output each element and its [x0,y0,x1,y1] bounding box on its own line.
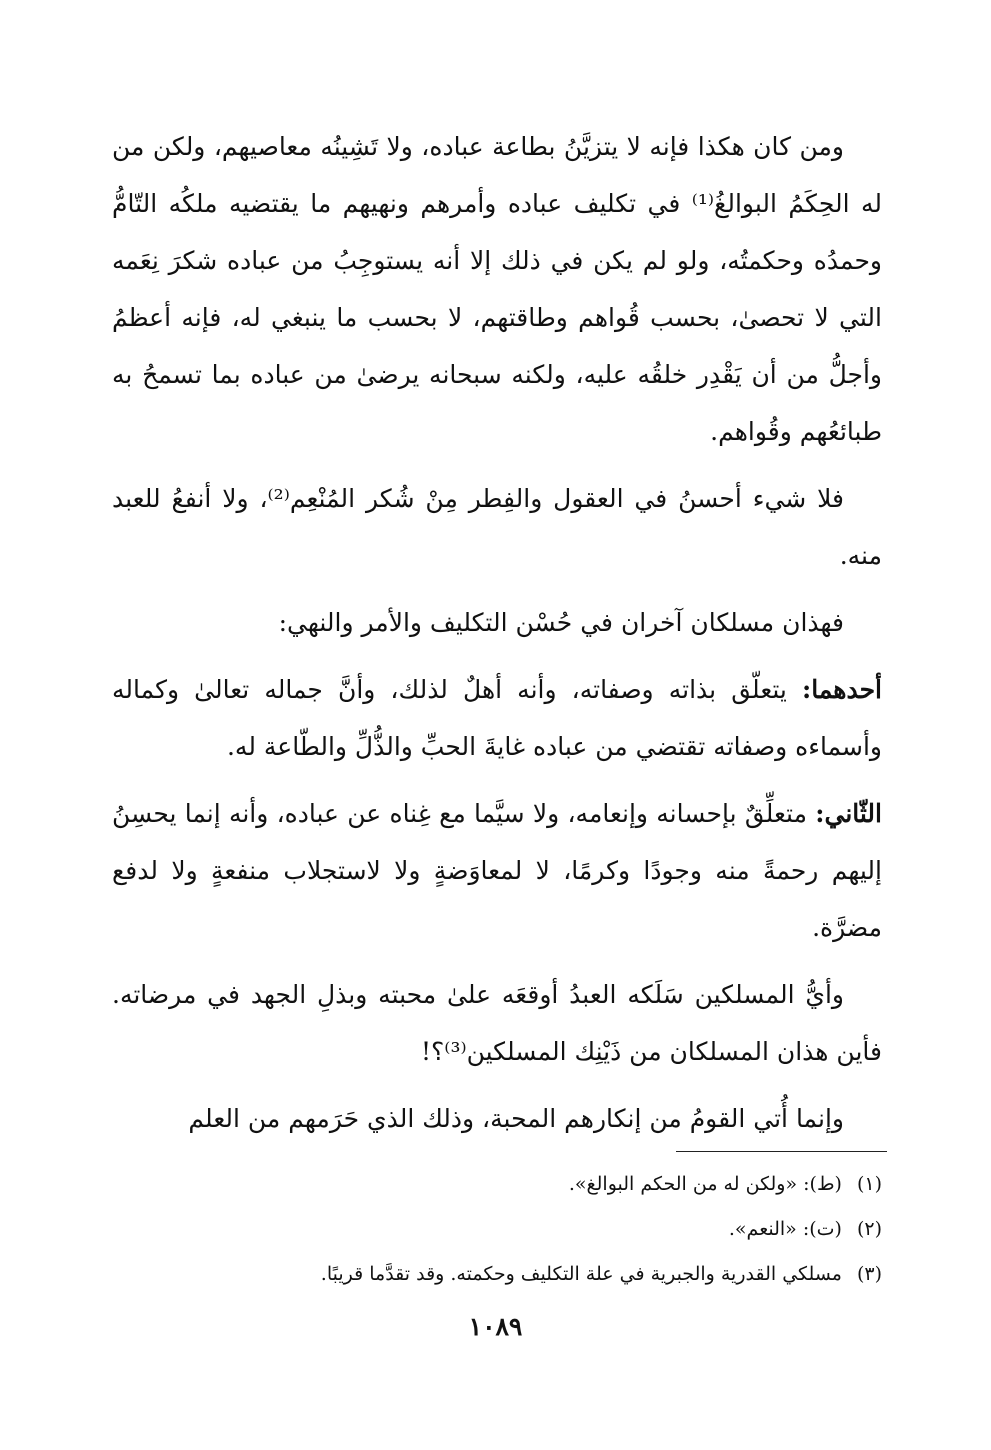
footnote-divider [676,1151,887,1152]
paragraph-7 [112,1090,882,1147]
footnote-2 [112,1207,882,1252]
paragraph-text: يتعلّق بذاته وصفاته، وأنه أهلٌ لذلك، وأنَّ جماله تعالىٰ وكماله وأسماءه وصفاته تقتضي من عباده غايةَ الحبِّ والذُّلِّ والطّاعة له. [112,675,882,761]
footnote-number: (١) [856,1173,882,1195]
footnote-3 [112,1252,882,1297]
footnote-number: (٣) [856,1263,882,1285]
paragraph-text: وأيُّ المسلكين سَلَكه العبدُ أوقعَه علىٰ محبته وبذلِ الجهد في مرضاته. فأين هذان المسلكان من ذَيْنِك المسلكين⁽³⁾؟! [112,980,882,1066]
paragraph-1 [112,118,882,460]
footnotes [112,1162,882,1297]
paragraph-lead: أحدهما: [801,675,882,704]
footnote-text: (ط): «ولكن له من الحكم البوالغ». [568,1173,842,1195]
paragraph-2 [112,470,882,584]
page-number: ١٠٨٩ [468,1312,523,1341]
paragraph-5 [112,785,882,956]
paragraph-text: وإنما أُتي القومُ من إنكارهم المحبة، وذلك الذي حَرَمهم من العلم [188,1104,844,1133]
footnote-text: (ت): «النعم». [728,1218,842,1240]
footnote-text: مسلكي القدرية والجبرية في علة التكليف وحكمته. وقد تقدَّما قريبًا. [320,1263,842,1285]
paragraph-6 [112,966,882,1080]
main-text [112,118,882,1157]
paragraph-text: متعلِّقٌ بإحسانه وإنعامه، ولا سيَّما مع غِناه عن عباده، وأنه إنما يحسِنُ إليهم رحمةً منه وجودًا وكرمًا، لا لمعاوَضةٍ ولا لاستجلاب منفعةٍ ولا لدفع مضرَّة. [112,799,882,942]
paragraph-text: فلا شيء أحسنُ في العقول والفِطر مِنْ شُكر المُنْعِم⁽²⁾، ولا أنفعُ للعبد منه. [112,484,882,570]
paragraph-lead: الثّاني: [815,799,882,828]
paragraph-4 [112,661,882,775]
footnote-1 [112,1162,882,1207]
paragraph-text: ومن كان هكذا فإنه لا يتزيَّنُ بطاعة عباده، ولا تَشِينُه معاصيهم، ولكن من له الحِكَمُ البوالغُ⁽¹⁾ في تكليف عباده وأمرهم ونهيهم ما يقتضيه ملكُه التّامُّ وحمدُه وحكمتُه، ولو لم يكن في ذلك إلا أنه يستوجِبُ من عباده شكرَ نِعَمه التي لا تحصىٰ، بحسب قُواهم وطاقتهم، لا بحسب ما ينبغي له، فإنه أعظمُ وأجلُّ من أن يَقْدِر خلقُه عليه، ولكنه سبحانه يرضىٰ من عباده بما تسمحُ به طبائعُهم وقُواهم. [112,132,882,446]
paragraph-text: فهذان مسلكان آخران في حُسْن التكليف والأمر والنهي: [278,608,844,637]
footnote-number: (٢) [856,1218,882,1240]
paragraph-3 [112,594,882,651]
